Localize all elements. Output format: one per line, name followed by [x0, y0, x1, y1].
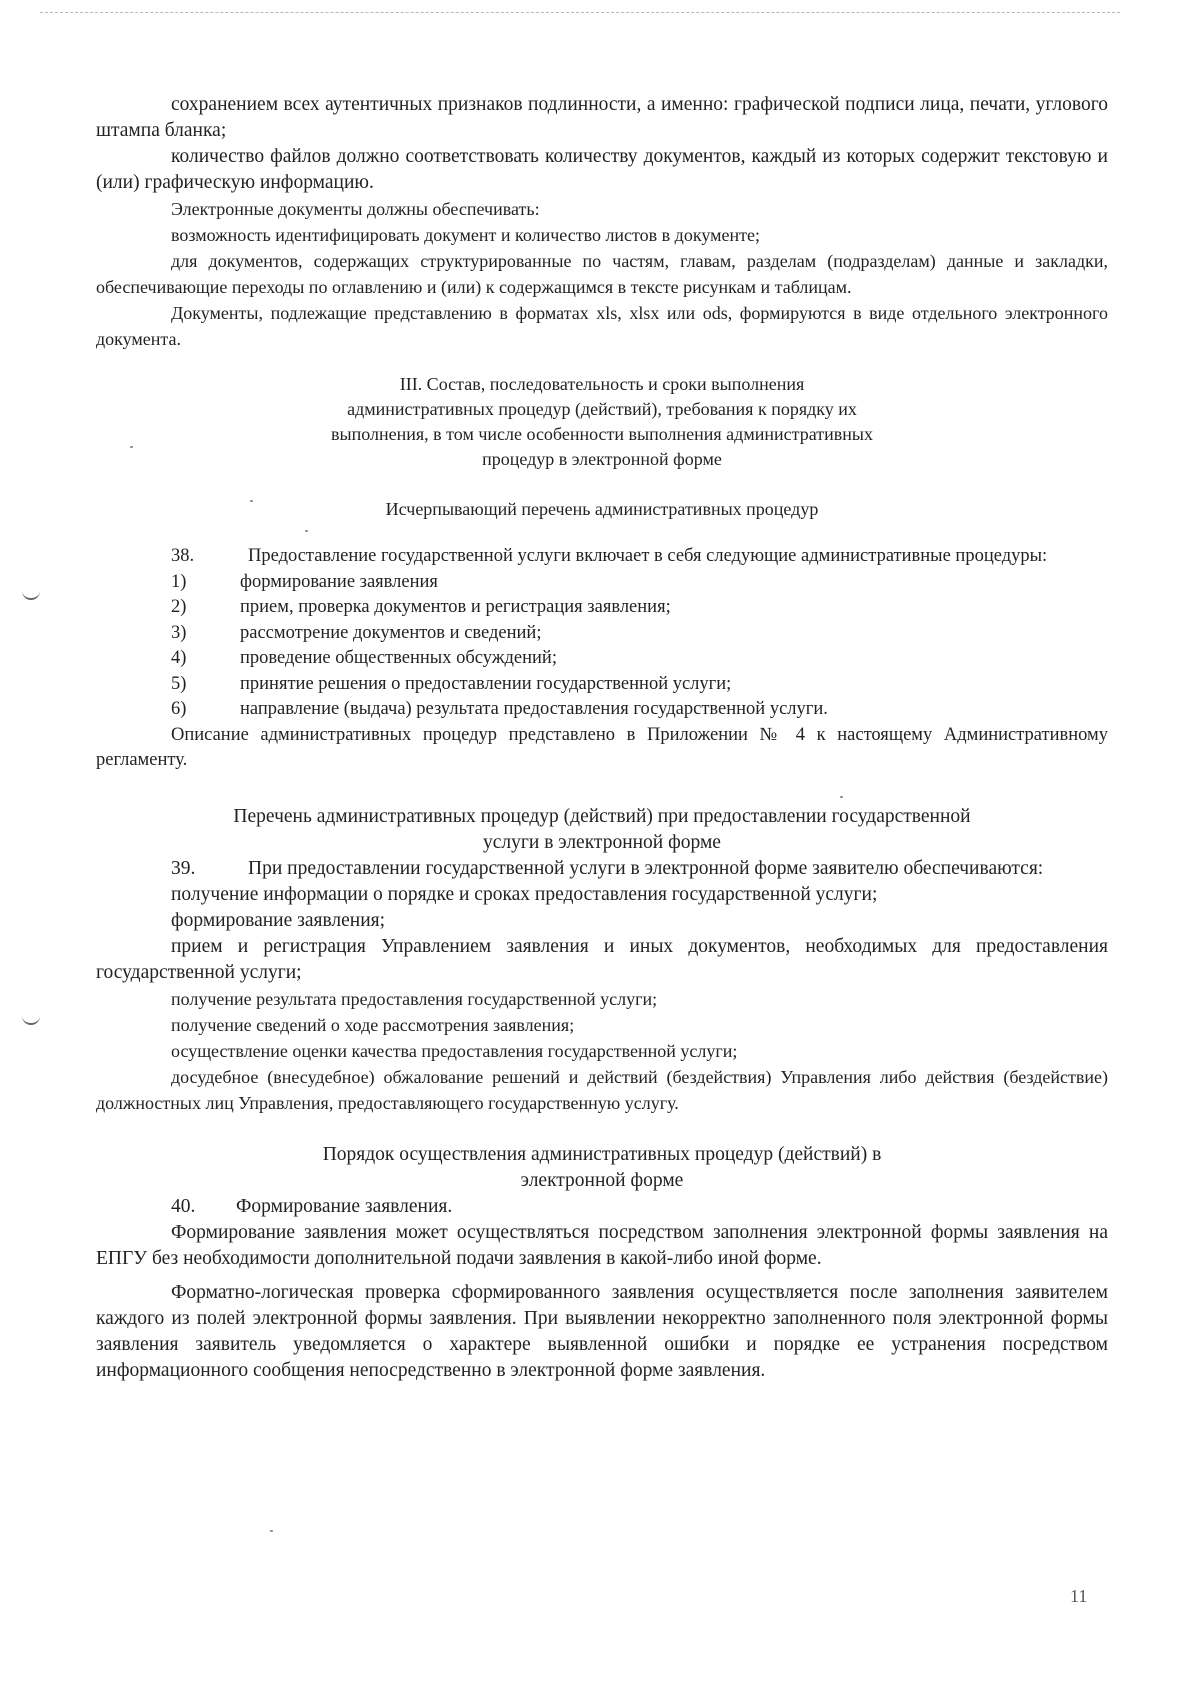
- list-item-number: 2): [171, 597, 187, 617]
- paragraph: Описание административных процедур представлено в Приложении № 4 к настоящему Административному регламенту.: [96, 724, 1108, 770]
- paragraph: получение результата предоставления государственной услуги;: [171, 988, 658, 1009]
- list-item-text: направление (выдача) результата предоставления государственной услуги.: [240, 699, 828, 719]
- list-item-number: 6): [171, 699, 187, 719]
- list-item-number: 4): [171, 648, 187, 668]
- paragraph: возможность идентифицировать документ и количество листов в документе;: [171, 225, 760, 245]
- page-number: 11: [1070, 1586, 1088, 1606]
- heading-line: процедур в электронной форме: [482, 449, 722, 469]
- paragraph: осуществление оценки качества предоставления государственной услуги;: [171, 1040, 738, 1061]
- section-heading: [96, 372, 1108, 472]
- list-item-text: проведение общественных обсуждений;: [240, 648, 557, 668]
- item-number: 38.: [171, 546, 195, 566]
- item-text: Формирование заявления.: [236, 1195, 453, 1217]
- list-item: [96, 697, 1108, 723]
- bottom-paragraphs: [96, 1220, 1108, 1384]
- scan-artifact: [22, 590, 40, 600]
- paragraph: Документы, подлежащие представлению в форматах xls, xlsx или ods, формируются в виде отдельного электронного документа.: [96, 303, 1108, 349]
- item-39: [96, 856, 1108, 882]
- paragraph: Электронные документы должны обеспечивать:: [171, 199, 540, 219]
- paragraph: получение сведений о ходе рассмотрения заявления;: [171, 1014, 575, 1035]
- subheading-electronic-procedures: [96, 804, 1108, 856]
- top-paragraphs: [96, 92, 1108, 352]
- item-number: 39.: [171, 857, 196, 879]
- item-text: При предоставлении государственной услуги в электронной форме заявителю обеспечиваются:: [248, 857, 1044, 879]
- list-item-number: 5): [171, 673, 187, 694]
- list-item: [96, 595, 1108, 621]
- heading-line: Перечень административных процедур (действий) при предоставлении государственной: [233, 805, 971, 827]
- item-40: [96, 1194, 1108, 1220]
- subheading-exhaustive-list: Исчерпывающий перечень административных процедур: [385, 499, 819, 519]
- list-item-text: принятие решения о предоставлении государственной услуги;: [240, 673, 732, 694]
- paragraph: для документов, содержащих структурированные по частям, главам, разделам (подразделам) данные и закладки, обеспечивающие переходы по оглавлению и (или) к содержащимся в тексте рисункам и таблицам.: [96, 251, 1108, 297]
- list-item-number: 1): [171, 571, 187, 592]
- heading-line: Порядок осуществления административных процедур (действий) в: [322, 1143, 882, 1165]
- item-number: 40.: [171, 1195, 196, 1217]
- heading-line: III. Состав, последовательность и сроки выполнения: [399, 374, 805, 394]
- paragraph: прием и регистрация Управлением заявления и иных документов, необходимых для предоставления государственной услуги;: [96, 935, 1108, 983]
- electronic-items: [96, 882, 1108, 1116]
- list-item-text: формирование заявления: [240, 571, 438, 592]
- list-item: [96, 570, 1108, 596]
- paragraph: количество файлов должно соответствовать количеству документов, каждый из которых содержит текстовую и (или) графическую информацию.: [96, 146, 1108, 193]
- list-item-text: прием, проверка документов и регистрация заявления;: [240, 597, 671, 617]
- scan-artifact: [22, 1015, 40, 1025]
- paragraph: получение информации о порядке и сроках предоставления государственной услуги;: [171, 883, 878, 905]
- procedures-list: [96, 570, 1108, 723]
- list-item: [96, 672, 1108, 698]
- paragraph: Форматно-логическая проверка сформированного заявления осуществляется после заполнения заявителем каждого из полей электронной формы заявления. При выявлении некорректно заполненного поля электронной формы заявления заявитель уведомляется о характере выявленной ошибки и порядке ее устранения посредством информационного сообщения непосредственно в электронной форме заявления.: [96, 1281, 1108, 1381]
- item-38: [96, 544, 1108, 570]
- paragraph: Формирование заявления может осуществляться посредством заполнения электронной формы заявления на ЕПГУ без необходимости дополнительной подачи заявления в какой-либо иной форме.: [96, 1221, 1108, 1269]
- item-text: Предоставление государственной услуги включает в себя следующие административные процедуры:: [248, 546, 1048, 566]
- scan-speck: [270, 1530, 273, 1532]
- paragraph: сохранением всех аутентичных признаков подлинности, а именно: графической подписи лица, печати, углового штампа бланка;: [96, 94, 1108, 141]
- list-item: [96, 646, 1108, 672]
- list-item-text: рассмотрение документов и сведений;: [240, 622, 542, 643]
- heading-line: электронной форме: [520, 1169, 684, 1191]
- list-item-number: 3): [171, 622, 187, 643]
- heading-line: выполнения, в том числе особенности выполнения административных: [331, 424, 873, 444]
- document-page: [96, 92, 1108, 1384]
- paragraph: досудебное (внесудебное) обжалование решений и действий (бездействия) Управления либо действия (бездействие) должностных лиц Управления, предоставляющего государственную услугу.: [96, 1066, 1108, 1113]
- heading-line: услуги в электронной форме: [483, 831, 721, 853]
- list-item: [96, 621, 1108, 647]
- scan-edge-line: [40, 12, 1120, 13]
- heading-line: административных процедур (действий), требования к порядку их: [347, 399, 857, 419]
- subheading-procedure-order: [96, 1142, 1108, 1194]
- paragraph: формирование заявления;: [171, 909, 386, 931]
